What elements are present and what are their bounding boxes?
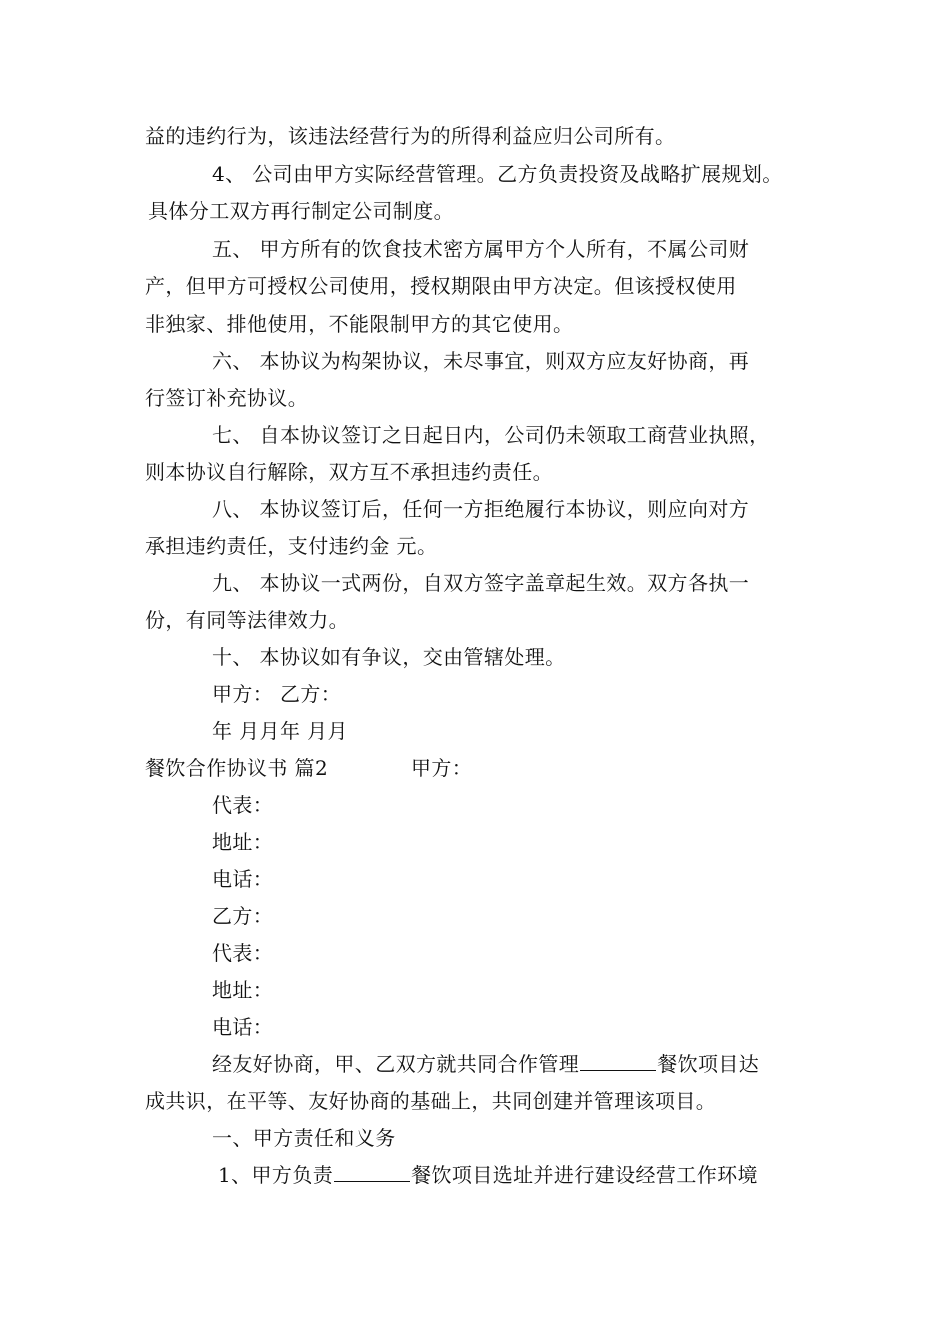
clause-8-line: 八、 本协议签订后，任何一方拒绝履行本协议，则应向对方 (212, 497, 750, 521)
text-segment: 餐饮项目达 (657, 1052, 760, 1076)
paragraph-line (218, 1161, 758, 1189)
signature-parties-line: 甲方： 乙方： (212, 682, 342, 706)
paragraph-line: 非独家、排他使用，不能限制甲方的其它使用。 (145, 312, 574, 336)
clause-10-line: 十、 本协议如有争议，交由管辖处理。 (212, 645, 566, 669)
paragraph-line (212, 1050, 759, 1078)
paragraph-line: 益的违约行为，该违法经营行为的所得利益应归公司所有。 (145, 124, 676, 148)
party-b-phone: 电话： (212, 1015, 274, 1039)
party-b-representative: 代表： (212, 941, 274, 965)
party-b-label: 乙方： (212, 904, 274, 928)
paragraph-line: 份，有同等法律效力。 (145, 608, 349, 632)
paragraph-line: 行签订补充协议。 (145, 386, 309, 410)
paragraph-line: 产，但甲方可授权公司使用，授权期限由甲方决定。但该授权使用 (145, 274, 737, 298)
paragraph-line: 具体分工双方再行制定公司制度。 (148, 199, 454, 223)
clause-9-line: 九、 本协议一式两份，自双方签字盖章起生效。双方各执一 (212, 571, 750, 595)
section-title: 餐饮合作协议书 篇2 (145, 756, 329, 780)
signature-date-line: 年 月月年 月月 (212, 719, 348, 743)
clause-5-line: 五、 甲方所有的饮食技术密方属甲方个人所有，不属公司财 (212, 237, 750, 261)
party-a-representative: 代表： (212, 793, 274, 817)
party-a-label: 甲方： (411, 756, 473, 780)
party-b-address: 地址： (212, 978, 274, 1002)
paragraph-line: 承担违约责任，支付违约金 元。 (145, 534, 438, 558)
text-segment: 经友好协商，甲、乙双方就共同合作管理 (212, 1052, 580, 1076)
subsection-title: 一、甲方责任和义务 (212, 1126, 396, 1150)
paragraph-line: 成共识，在平等、友好协商的基础上，共同创建并管理该项目。 (145, 1089, 717, 1113)
text-segment: 餐饮项目选址并进行建设经营工作环境 (411, 1163, 758, 1187)
text-segment: 1、甲方负责 (218, 1163, 334, 1187)
clause-7-line: 七、 自本协议签订之日起日内，公司仍未领取工商营业执照， (212, 423, 770, 447)
party-a-address: 地址： (212, 830, 274, 854)
party-a-phone: 电话： (212, 867, 274, 891)
fill-in-blank (334, 1163, 410, 1182)
clause-6-line: 六、 本协议为构架协议，未尽事宜，则双方应友好协商，再 (212, 349, 750, 373)
clause-4-line: 4、 公司由甲方实际经营管理。乙方负责投资及战略扩展规划。 (212, 162, 783, 186)
paragraph-line: 则本协议自行解除，双方互不承担违约责任。 (145, 460, 553, 484)
fill-in-blank (580, 1052, 656, 1071)
